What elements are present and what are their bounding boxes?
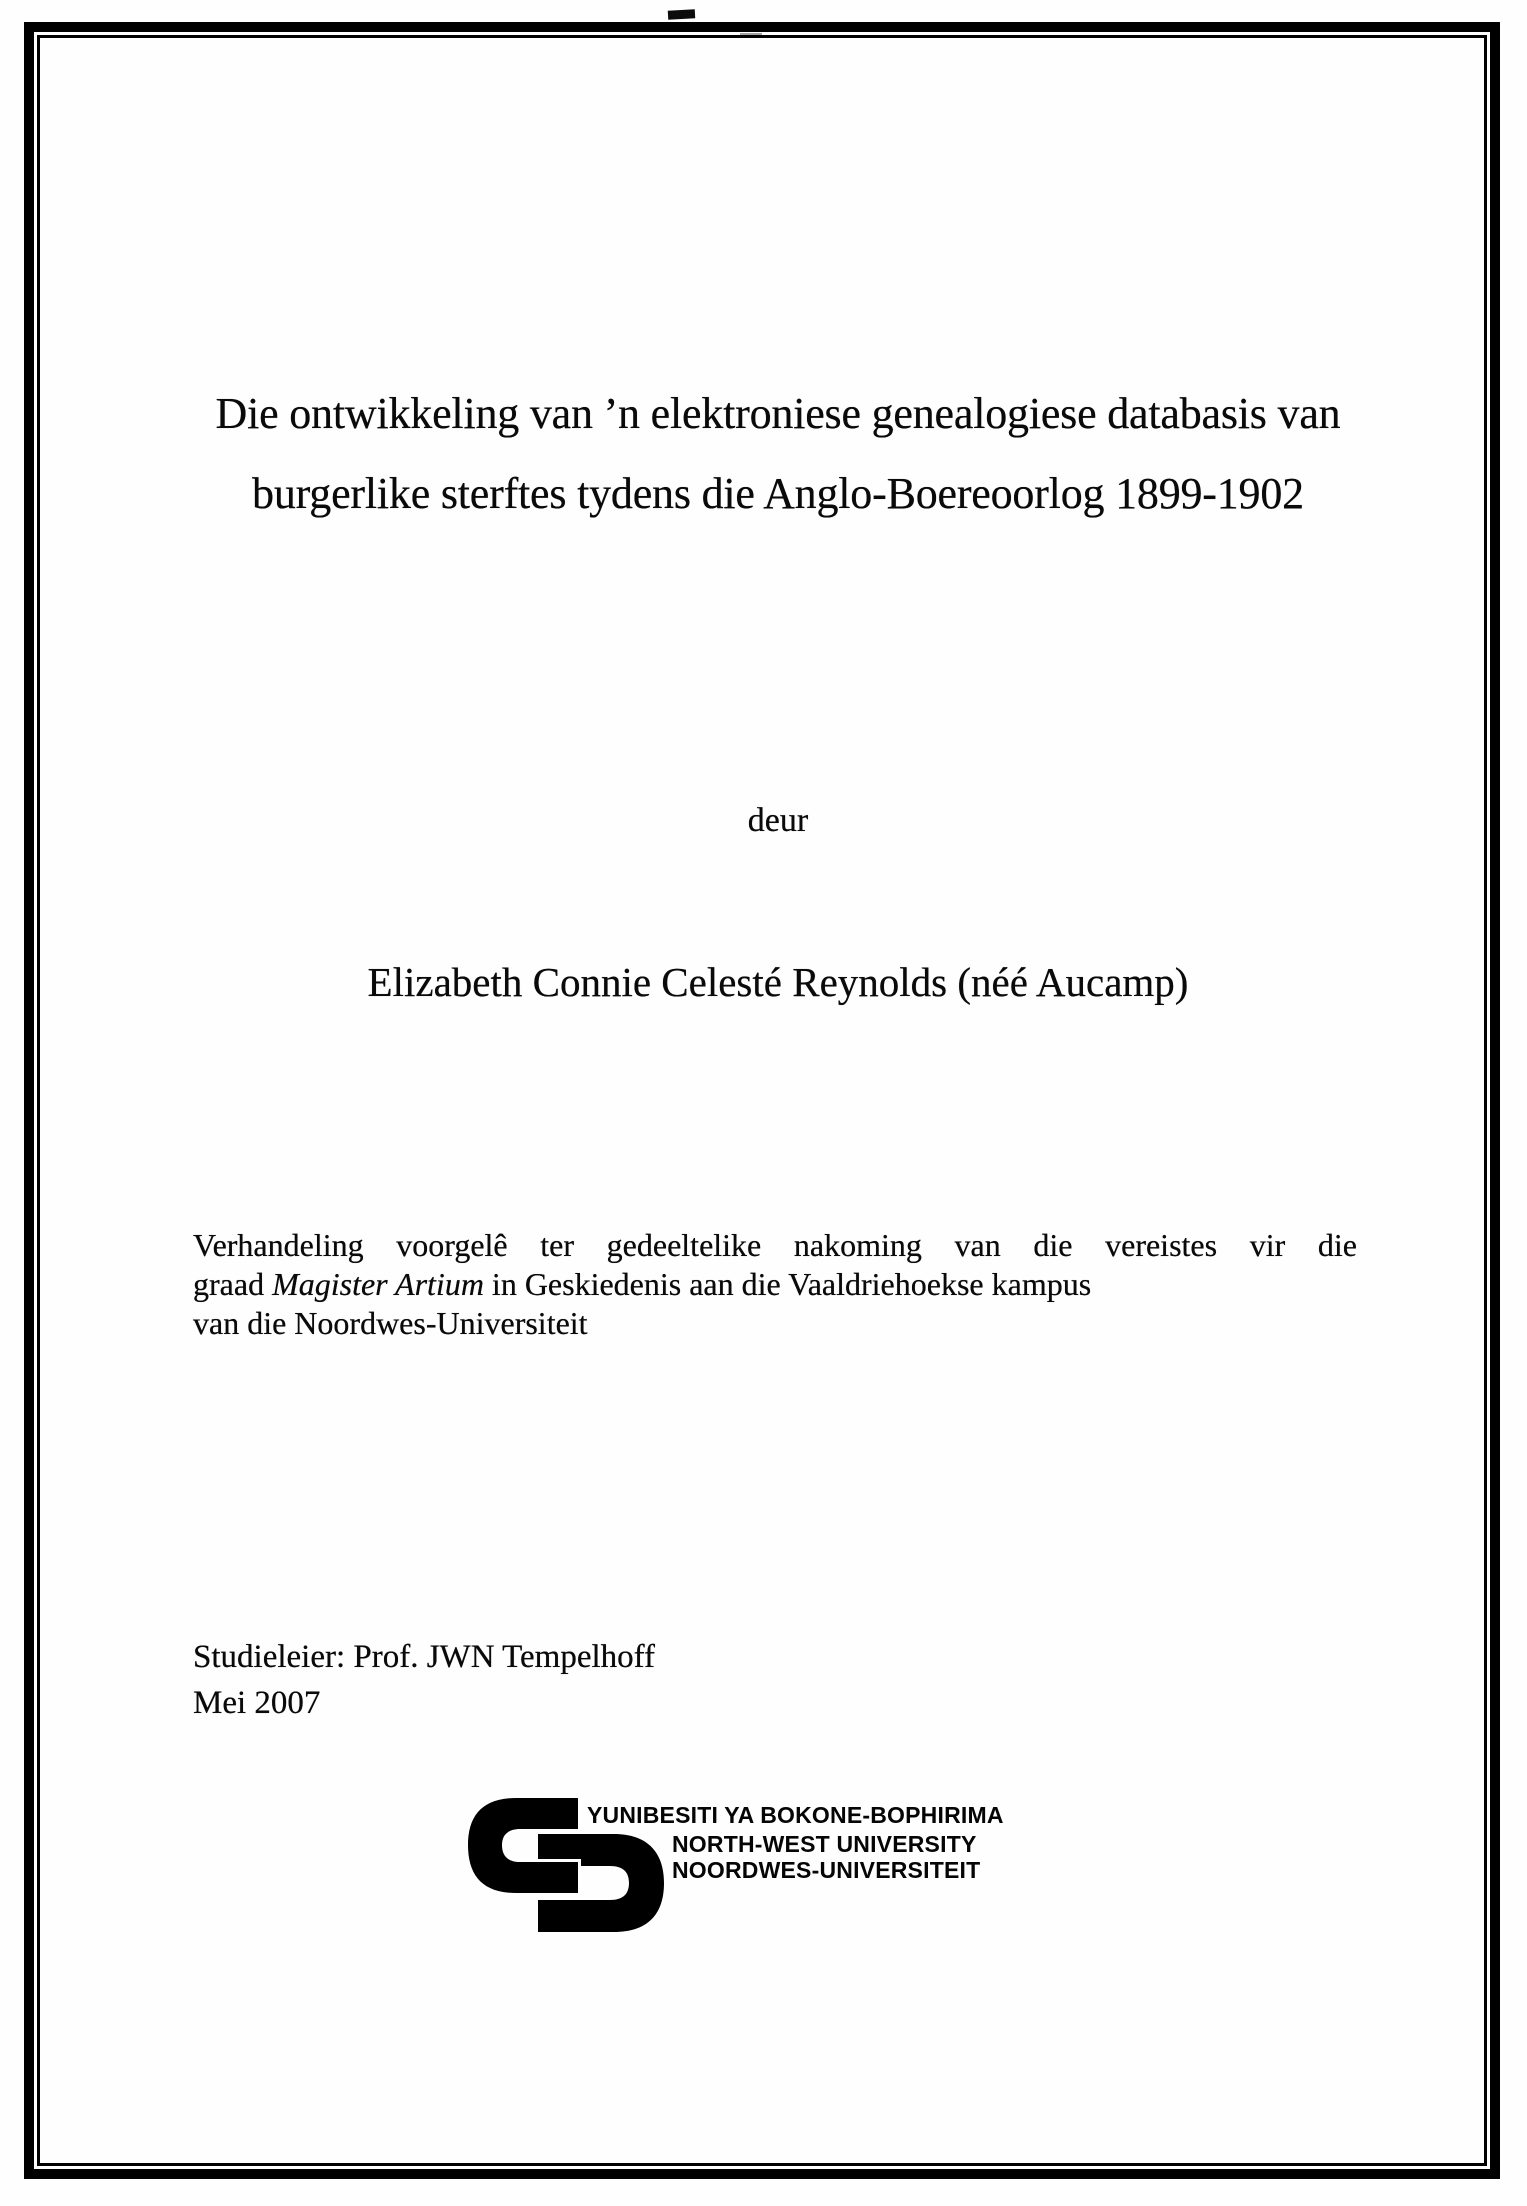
logo-line-afrikaans: NOORDWES-UNIVERSITEIT <box>672 1857 981 1883</box>
supervisor-line: Studieleier: Prof. JWN Tempelhoff <box>193 1639 656 1675</box>
supervisor-block <box>193 1634 655 1726</box>
degree-statement-line2-suffix: in Geskiedenis aan die Vaaldriehoekse kampus <box>483 1266 1092 1302</box>
date-line: Mei 2007 <box>193 1685 321 1721</box>
degree-statement-line2-prefix: graad <box>193 1266 273 1302</box>
degree-statement-line3: van die Noordwes-Universiteit <box>193 1305 588 1341</box>
degree-name-italic: Magister Artium <box>272 1266 484 1302</box>
scan-artifact <box>668 9 695 19</box>
author-name: Elizabeth Connie Celesté Reynolds (néé Aucamp) <box>367 959 1189 1005</box>
degree-statement-line1: Verhandeling voorgelê ter gedeeltelike nakoming van die vereistes vir die <box>193 1227 1357 1263</box>
degree-statement <box>193 1226 1357 1343</box>
thesis-title <box>50 374 1506 534</box>
degree-statement-line2 <box>193 1265 1357 1304</box>
logo-line-setswana: YUNIBESITI YA BOKONE-BOPHIRIMA <box>587 1802 1004 1828</box>
byline-label: deur <box>747 802 809 839</box>
thesis-title-line1: Die ontwikkeling van ’n elektroniese genealogiese databasis van <box>215 389 1341 438</box>
thesis-title-line2: burgerlike sterftes tydens die Anglo-Boereoorlog 1899-1902 <box>252 469 1304 518</box>
university-logo <box>468 1798 1128 1938</box>
logo-line-english: NORTH-WEST UNIVERSITY <box>672 1831 977 1857</box>
